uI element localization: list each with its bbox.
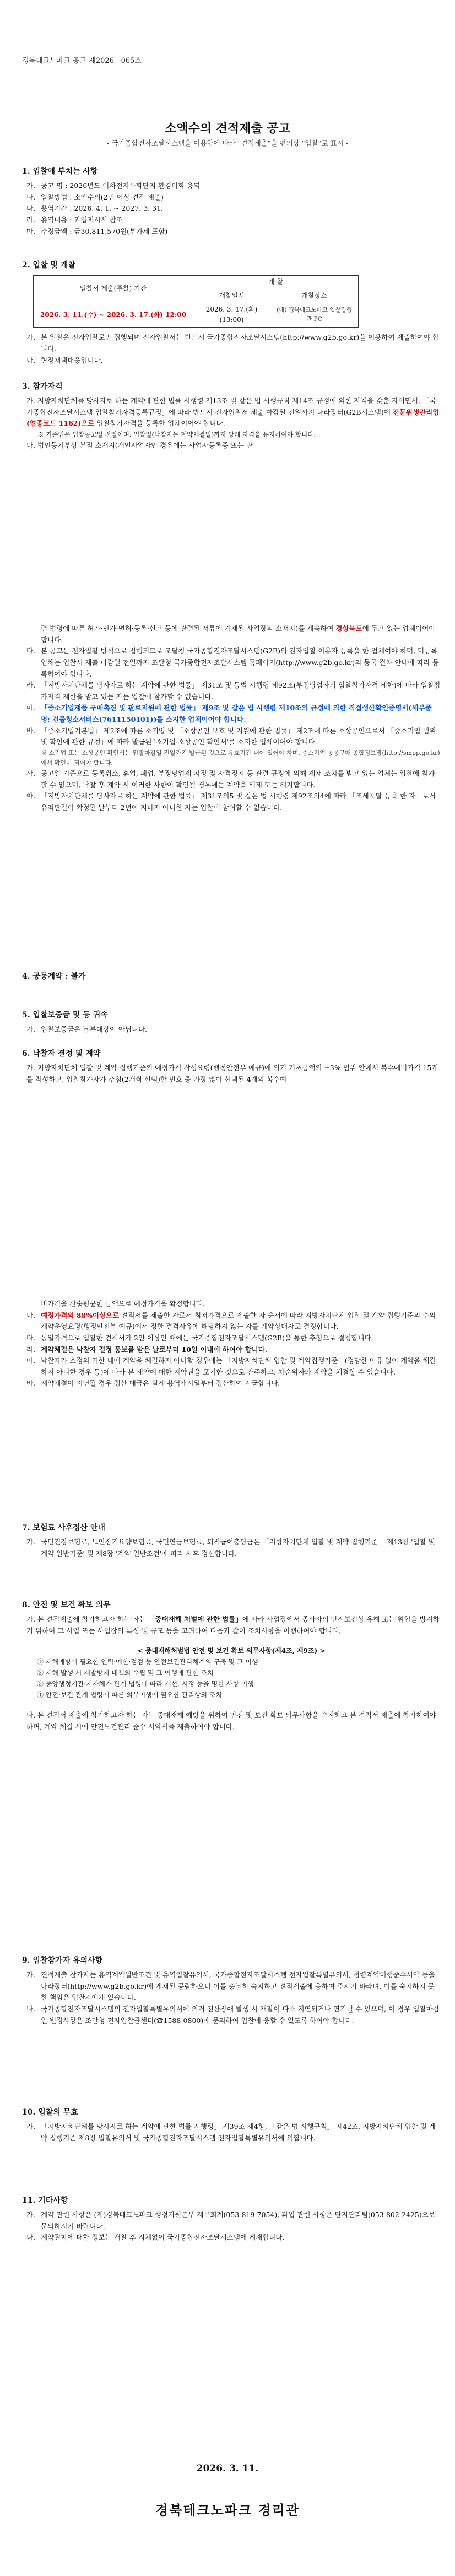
list-item: 가. 「지방자치단체를 당사자로 하는 계약에 관한 법률 시행령」 제39조 제4항, 「같은 법 시행규칙」 제42조, 지방자치단체 입찰 및 계약 집행기준 제8장 입찰유의서 및 국가종합전자조달시스템 전자입찰특별유의서에 의합니다. — [26, 2122, 436, 2142]
section-2-heading: 2. 입찰 및 개찰 — [22, 261, 75, 270]
section-6-heading: 6. 낙찰자 결정 및 계약 — [22, 1049, 101, 1058]
section-6-continued — [22, 1298, 441, 1389]
list-item: 가. 지방자치단체를 당사자로 하는 계약에 관한 법률 시행령 제13조 및 같은 법 시행규칙 제14조 규정에 의한 자격을 갖춘 자이면서, 「국가종합전자조달시스템 입찰참가자격등록규정」에 따라 반드시 전자입찰서 제출 마감일 전일까지 나라장터(G2B시스템)에 전문위생관리업(업종코드 1162)으로 입찰참가자격을 등록한 업체이어야 합니다. — [26, 396, 440, 428]
section-3 — [22, 380, 441, 452]
list-item: 가. 입찰보증금은 납부대상이 아닙니다. — [26, 1025, 148, 1034]
table-header: 개찰일시 — [193, 289, 270, 303]
list-item: 가. 본 입찰은 전자입찰로만 집행되며 전자입찰서는 반드시 국가종합전자조달시스템(http://www.g2b.go.kr)을 이용하여 제출하여야 합니다. — [26, 333, 439, 353]
section-1 — [22, 165, 441, 237]
table-cell: 2026. 3. 17.(화) (13:00) — [193, 303, 270, 328]
section-2 — [22, 259, 441, 366]
section-5-heading: 5. 입찰보증금 및 등 귀속 — [22, 1011, 108, 1019]
list-item: 가. 본 견적제출에 참가하고자 하는 자는 「중대재해 처벌에 관한 법률」에 따라 사업장에서 종사자의 안전보건상 유해 또는 위험을 방지하기 위하여 그 사업 또는 사업장의 특성 및 규모 등을 고려하여 다음과 같이 조치사항을 이행하여야 합니다. — [26, 1615, 440, 1635]
list-item: 련 법령에 따른 허가·인가·면허·등록·신고 등에 관련된 서류에 기재된 사업장의 소재지)를 계속하여 경상북도에 두고 있는 업체이어야 합니다. — [41, 624, 436, 644]
list-item: 라. 「지방자치단체를 당사자로 하는 계약에 관한 법률」 제31조 및 동법 시행령 제92조(부정당업자의 입찰참가자격 제한)에 따라 입찰참가자격 제한을 받고 있는 자는 입찰에 참가할 수 없습니다. — [26, 681, 441, 701]
list-item: 마. 「중소기업제품 구매촉진 및 판로지원에 관한 법률」 제9조 및 같은 법 시행령 제10조의 규정에 의한 직접생산확인증명서(세부품명: 건물청소서비스(7611150101))를 소지한 업체이어야 합니다. — [26, 704, 432, 723]
list-item: 나. 국가종합전자조달시스템의 전자입찰특별유의서에 의거 전산장애 발생 시 개찰이 다소 지연되거나 연기될 수 있으며, 이 경우 입찰마감일 변경사항은 조달청 전자입찰콜센터(☎1588-0800)에 문의하여 입찰에 응할 수 있도록 하여야 합니다. — [26, 2004, 440, 2025]
list-item: 라. 용역내용 : 과업지시서 참조 — [26, 215, 123, 224]
table-header: 개찰장소 — [270, 289, 359, 303]
section-7 — [22, 1522, 441, 1559]
section-9 — [22, 1955, 441, 2026]
note: ※ 기존업은 입찰공고일 전일이며, 입찰일(낙찰자는 계약체결일)까지 당해 자격을 유지하여야 합니다. — [37, 430, 316, 438]
list-item: ② 재해 발생 시 재발방지 대책의 수립 및 그 이행에 관한 조치 — [37, 1668, 214, 1677]
page-title: 소액수의 견적제출 공고 — [165, 121, 290, 136]
table-header: 입찰서 제출(투찰) 기간 — [34, 276, 193, 303]
duty-box — [29, 1641, 434, 1705]
list-item: 나. 법인등기부상 본점 소재지(개인사업자인 경우에는 사업자등록증 또는 관 — [26, 441, 253, 449]
bid-schedule-table — [33, 275, 359, 328]
duty-box-title: < 중대재해처벌법 안전 및 보건 확보 의무사항(제4조, 제9조) > — [137, 1647, 326, 1655]
table-header: 개 찰 — [193, 276, 359, 289]
list-item: 다. 용역기간 : 2026. 4. 1. ~ 2027. 3. 31. — [26, 204, 164, 213]
section-3-continued — [22, 623, 441, 814]
list-item: ④ 안전·보건 관계 법령에 따른 의무이행에 필요한 관리상의 조치 — [37, 1690, 223, 1699]
list-item: 라. 계약체결은 낙찰자 결정 통보를 받은 날로부터 10일 이내에 하여야 합니다. — [26, 1345, 268, 1354]
list-item: 가. 공고 명 : 2026년도 이차전지특화단지 환경미화 용역 — [26, 181, 201, 190]
notice-number: 경북테크노파크 공고 제2026 - 065호 — [22, 57, 142, 65]
list-item: 아. 「지방자치단체를 당사자로 하는 계약에 관한 법률」 제31조의5 및 같은 법 시행령 제92조의4에 따라 「조세포탈 등을 한 자」로서 유죄판결이 확정된 날부터 2년이 지나지 아니한 자는 입찰에 참여할 수 없습니다. — [26, 792, 436, 812]
section-8 — [22, 1599, 441, 1733]
notice-date: 2026. 3. 11. — [196, 2463, 259, 2474]
list-item: 마. 추정금액 : 금30,811,570원(부가세 포함) — [26, 227, 168, 235]
section-6 — [22, 1048, 441, 1085]
list-item: 나. 입찰방법 : 소액수의(2인 이상 견적 제출) — [26, 192, 164, 201]
section-7-heading: 7. 보험료 사후정산 안내 — [22, 1523, 105, 1532]
list-item: 마. 낙찰자가 소정의 기한 내에 계약을 체결하지 아니할 경우에는 「지방자치단체 입찰 및 계약집행기준」(정당한 이유 없이 계약을 체결하지 아니한 경우 등)에 따라 본 계약에 대한 계약권을 포기한 것으로 간주하고, 차순위자와 계약을 체결할 수 있습니다. — [26, 1356, 436, 1376]
issuer-name: 경북테크노파크 경리관 — [155, 2502, 300, 2518]
section-5 — [22, 1009, 441, 1035]
list-item: ③ 중앙행정기관·지자체가 관계 법령에 따라 개선, 시정 등을 명한 사항 이행 — [37, 1679, 254, 1688]
section-1-list — [22, 180, 441, 237]
table-cell: (대) 경북테크노파크 입찰집행관 PC — [270, 303, 359, 328]
list-item: 다. 본 공고는 전자입찰 방식으로 집행되므로 조달청 국가종합전자조달시스템(G2B)의 전자입찰 이용자 등록을 한 업체여야 하며, 미등록업체는 입찰서 제출 마감일 전일까지 조달청 국가종합전자조달시스템 홈페이지(http://www.g2b.go.kr)의 등록 절차 안내에 따라 등록하여야 합니다. — [26, 647, 439, 678]
list-item: 바. 계약체결이 지연될 경우 정산 대금은 실제 용역개시일부터 정산하여 지급합니다. — [26, 1379, 280, 1388]
section-3-heading: 3. 참가자격 — [22, 382, 63, 391]
list-item: 가. 계약 관련 사항은 (재)경북테크노파크 행정지원본부 재무회계(053-819-7054), 과업 관련 사항은 단지관리팀(053-802-2425)으로 문의하시기 바랍니다. — [26, 2210, 435, 2230]
list-item: ① 재해예방에 필요한 인력·예산·점검 등 안전보건관리체계의 구축 및 그 이행 — [37, 1658, 258, 1666]
table-cell: 2026. 3. 11.(수) ~ 2026. 3. 17.(화) 12:00 — [34, 303, 193, 328]
list-item: 가. 국민건강보험료, 노인장기요양보험료, 국민연금보험료, 퇴직급여충당금은 「지방자치단체 입찰 및 계약 집행기준」 제13장 '입찰 및 계약 일반기준' 및 제8장 '계약 일반조건'에 따라 사후 정산합니다. — [26, 1538, 435, 1558]
section-10 — [22, 2106, 441, 2144]
note: ※ 소기업 또는 소상공인 확인서는 입찰마감일 전일까지 발급된 것으로 유효기간 내에 있어야 하며, 중소기업 공공구매 종합정보망(http://smpp.go.kr)에서 확인이 되어야 합니다. — [41, 749, 440, 767]
page-subtitle: - 국가종합전자조달시스템을 이용함에 따라 "견적제출"을 편의상 "입찰"로 표시 - — [107, 139, 348, 147]
list-item: 나. 계약절차에 대한 정보는 개찰 후 지체없이 국가종합전자조달시스템에 게재합니다. — [26, 2233, 285, 2242]
list-item: 나. 예정가격의 88%이상으로 견적서를 제출한 자로서 최저가격으로 제출한 자 순서에 따라 지방자치단체 입찰 및 계약 집행기준의 수의계약운영요령(행정안전부 예규)에서 정한 결격사유에 해당하지 않는 자를 계약상대자로 결정합니다. — [26, 1311, 436, 1331]
list-item: 비가격을 산술평균한 금액으로 예정가격을 확정합니다. — [41, 1300, 205, 1308]
section-8-heading: 8. 안전 및 보건 확보 의무 — [22, 1601, 111, 1609]
section-2-list — [22, 332, 441, 366]
list-item: 사. 공고일 기준으로 등록취소, 휴업, 폐업, 부정당업제 지정 및 자격정지 등 관련 규정에 의해 제재 조치를 받고 있는 업체는 입찰에 참가할 수 없으며, 낙찰 후 계약 시 이러한 사항이 확인될 경우에는 계약을 해제 또는 해지합니다. — [26, 769, 435, 789]
section-11 — [22, 2194, 441, 2244]
list-item: 가. 견적제출 참가자는 용역계약일반조건 및 용역입찰유의서, 국가종합전자조달시스템 전자입찰특별유의서, 청렴계약이행준수서약 등을 나라장터(http://www.g2b.go.kr)에 게재된 공람하오니 이를 충분히 숙지하고 견적제출에 응하여 주시기 바라며, 이를 숙지하지 못한 책임은 입찰자에게 있습니다. — [26, 1971, 435, 2002]
section-10-heading: 10. 입찰의 무효 — [22, 2108, 78, 2117]
list-item: 가. 지방자치단체 입찰 및 계약 집행기준의 예정가격 작성요령(행정안전부 예규)에 의거 기초금액의 ±3% 범위 안에서 복수예비가격 15개를 작성하고, 입찰참가자가 추첨(2개씩 선택)한 번호 중 가장 많이 선택된 4개의 복수예 — [26, 1064, 438, 1083]
section-11-heading: 11. 기타사항 — [22, 2196, 68, 2205]
section-9-heading: 9. 입찰참가자 유의사항 — [22, 1956, 103, 1965]
section-4 — [22, 970, 441, 985]
section-1-heading: 1. 입찰에 부치는 사항 — [22, 167, 98, 176]
list-item: 다. 동일가격으로 입찰한 견적서가 2인 이상인 때에는 국가종합전자조달시스템(G2B)을 통한 추첨으로 결정합니다. — [26, 1333, 373, 1342]
list-item: 나. 현장재택대응입니다. — [26, 356, 103, 364]
section-4-heading: 4. 공동계약 : 불가 — [22, 972, 86, 981]
list-item: 나. 본 견적서 제출에 참가하고자 하는 자는 중대재해 예방을 위하여 안전 및 보건 확보 의무사항을 숙지하고 본 견적서 제출에 참가하여야 하며, 계약 체결 시에 안전보건관리 준수 서약서를 제출하여야 합니다. — [26, 1711, 436, 1731]
list-item: 바. 「중소기업기본법」 제2조에 따른 소기업 및 「소상공인 보호 및 지원에 관한 법률」 제2조에 따른 소상공인으로서 「중소기업 범위 및 확인에 관한 규정」에 따라 발급된 '소기업·소상공인 확인서'를 소지한 업체이어야 합니다. — [26, 726, 436, 747]
